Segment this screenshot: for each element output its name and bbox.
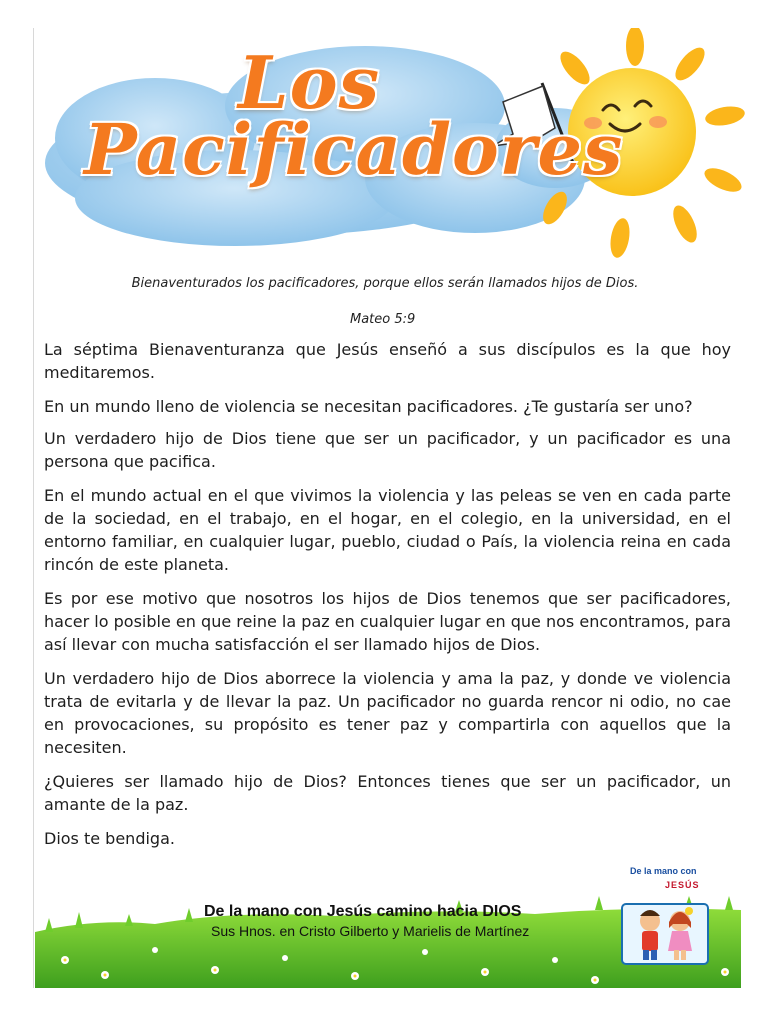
scripture-verse: Bienaventurados los pacificadores, porque ellos serán llamados hijos de Dios. xyxy=(131,276,639,291)
paragraph: La séptima Bienaventuranza que Jesús enseñó a sus discípulos es la que hoy meditaremos. xyxy=(44,340,731,382)
paragraph: Un verdadero hijo de Dios aborrece la violencia y ama la paz, y donde ve violencia trata de evitarla y de llevar la paz. Un pacificador no guarda rencor ni odio, no cae en provocaciones, su propósito es tener paz y compartirla con aquellos que la necesiten. xyxy=(44,669,731,757)
logo-name: JESÚS xyxy=(665,880,700,890)
footer-title: De la mano con Jesús camino hacia DIOS xyxy=(204,903,522,920)
title-los: Los xyxy=(238,40,381,125)
paragraph: Dios te bendiga. xyxy=(44,829,175,848)
paragraph: ¿Quieres ser llamado hijo de Dios? Entonces tienes que ser un pacificador, un amante de la paz. xyxy=(44,772,731,814)
scripture-reference: Mateo 5:9 xyxy=(350,312,416,327)
paragraph: Un verdadero hijo de Dios tiene que ser un pacificador, y un pacificador es una persona que pacifica. xyxy=(44,429,731,471)
title-pacificadores: Pacificadores xyxy=(84,108,624,191)
body-text xyxy=(44,338,731,861)
paragraph: En un mundo lleno de violencia se necesitan pacificadores. ¿Te gustaría ser uno? xyxy=(44,397,693,416)
paragraph: En el mundo actual en el que vivimos la violencia y las peleas se ven en cada parte de la sociedad, en el trabajo, en el hogar, en el colegio, en la universidad, en el entorno familiar, en cualquier lugar, pueblo, ciudad o País, la violencia reina en cada rincón de este planeta. xyxy=(44,486,731,574)
paragraph: Es por ese motivo que nosotros los hijos de Dios tenemos que ser pacificadores, hacer lo posible en que reine la paz en cualquier lugar en que nos encontramos, para así llevar con mucha satisfacción el ser llamado hijos de Dios. xyxy=(44,589,731,654)
footer-subtitle: Sus Hnos. en Cristo Gilberto y Marielis de Martínez xyxy=(211,923,530,939)
margin-line xyxy=(33,28,34,988)
logo-text: De la mano con xyxy=(630,866,697,876)
